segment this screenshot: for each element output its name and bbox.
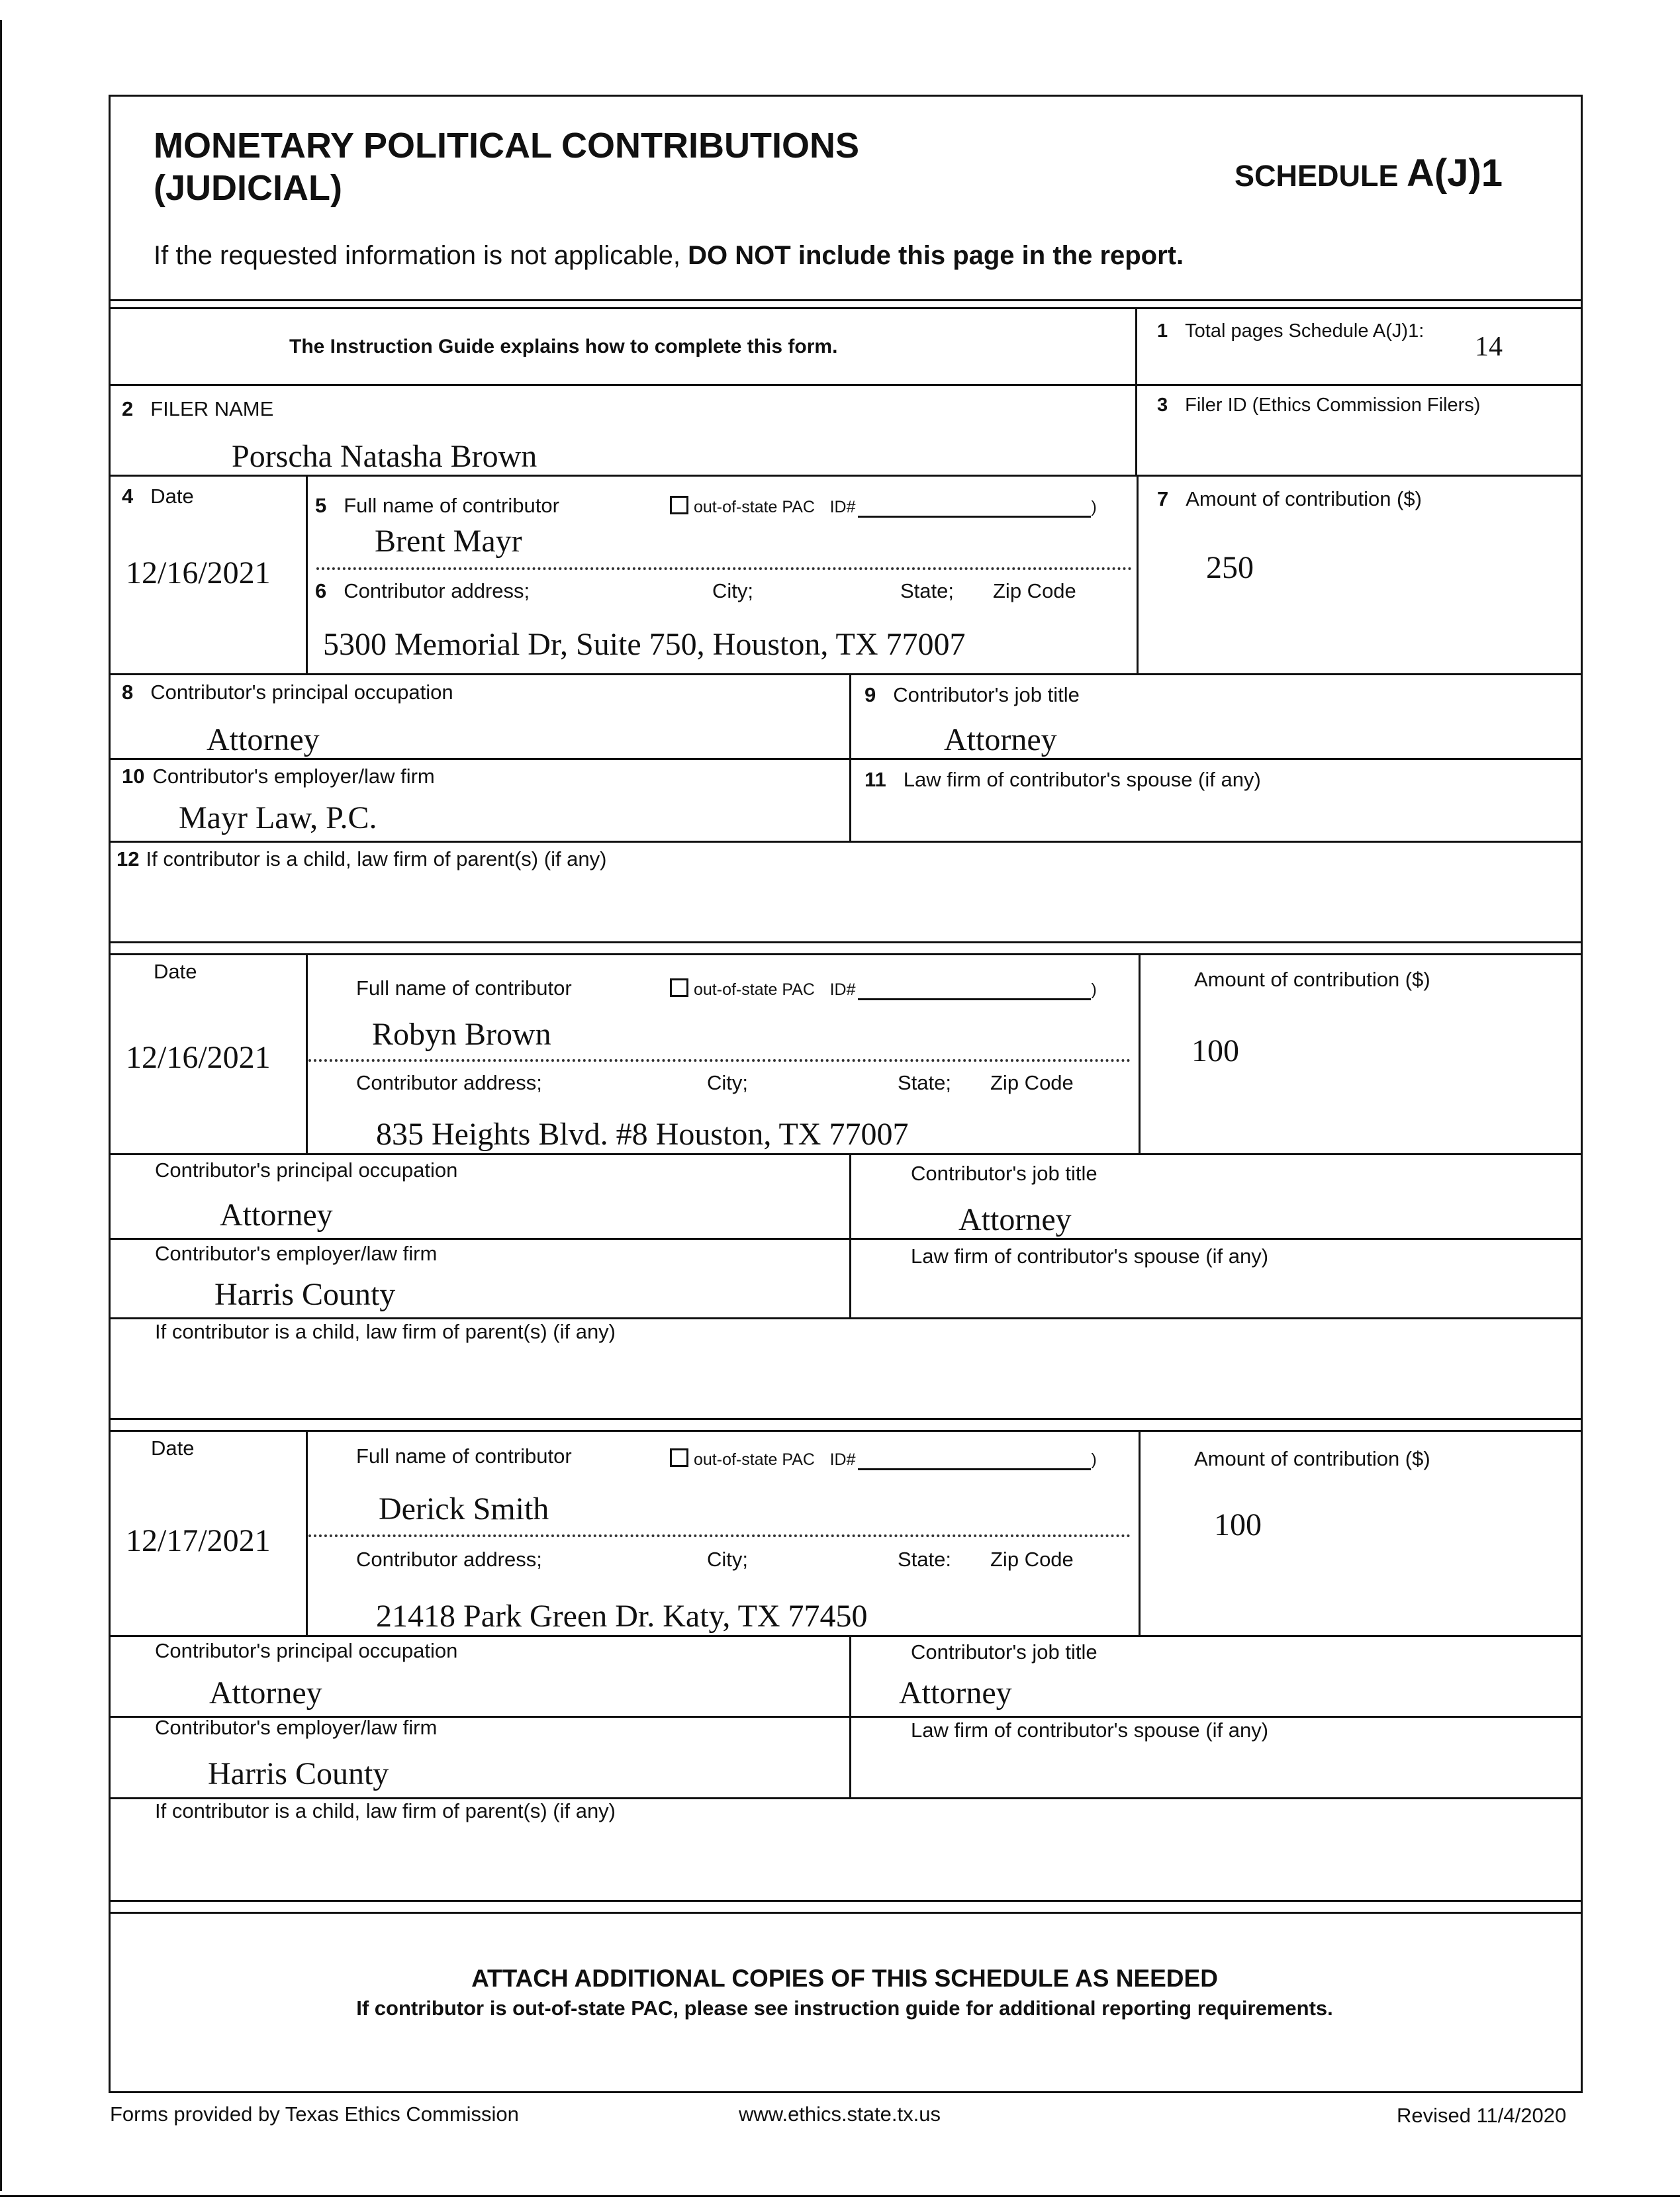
c1-pac-checkbox[interactable] [670, 496, 688, 514]
c3-state-label: State: [898, 1548, 951, 1571]
block-separator-2b [109, 1430, 1581, 1432]
c2-job-title: Attorney [958, 1202, 1072, 1237]
c2-date-label: Date [154, 960, 197, 983]
c2-name: Robyn Brown [372, 1017, 551, 1052]
c1-h2 [109, 758, 1581, 760]
form-title-line1: MONETARY POLITICAL CONTRIBUTIONS [154, 126, 859, 165]
pac-notice: If contributor is out-of-state PAC, please see instruction guide for additional reporting requirements. [356, 1997, 1333, 2020]
filer-id-label: 3 Filer ID (Ethics Commission Filers) [1157, 395, 1481, 416]
c2-name-label: Full name of contributor [356, 976, 572, 1000]
c3-address-label: Contributor address; [356, 1548, 542, 1571]
c1-zip-label: Zip Code [993, 579, 1076, 602]
c3-occupation: Attorney [209, 1675, 322, 1711]
page-bottom-border [0, 2195, 1680, 2197]
c1-employer: Mayr Law, P.C. [179, 800, 377, 835]
c2-spouse-label: Law firm of contributor's spouse (if any) [911, 1245, 1269, 1268]
c1-pac: out-of-state PAC ID# ) [670, 494, 1097, 518]
header-divider [109, 299, 1581, 301]
schedule-word: SCHEDULE [1235, 159, 1399, 193]
bottom-separator-b [109, 1912, 1581, 1914]
info-divider-v [1135, 307, 1137, 475]
form-title [154, 124, 859, 209]
c1-city-label: City; [712, 579, 753, 602]
instruction-text: The Instruction Guide explains how to complete this form. [289, 336, 838, 357]
c1-name: Brent Mayr [375, 524, 522, 559]
c1-address: 5300 Memorial Dr, Suite 750, Houston, TX 77007 [323, 627, 966, 662]
c3-employer: Harris County [208, 1756, 389, 1791]
c3-zip-label: Zip Code [990, 1548, 1074, 1571]
c3-date-label: Date [151, 1436, 195, 1460]
schedule-code: A(J)1 [1406, 152, 1503, 195]
c1-child-label: 12 If contributor is a child, law firm of parent(s) (if any) [117, 847, 607, 870]
total-pages-value: 14 [1475, 332, 1503, 362]
info-divider-h [109, 384, 1581, 386]
c1-address-label: 6 Contributor address; [315, 579, 530, 602]
c1-name-label: 5 Full name of contributor [315, 494, 559, 517]
c3-v2 [1139, 1430, 1141, 1635]
c3-amount: 100 [1214, 1507, 1262, 1542]
c3-employer-label: Contributor's employer/law firm [155, 1716, 438, 1739]
c2-employer: Harris County [214, 1277, 396, 1312]
c3-name: Derick Smith [379, 1491, 549, 1527]
c2-employer-label: Contributor's employer/law firm [155, 1242, 438, 1265]
c2-h3 [109, 1317, 1581, 1319]
filer-name-value: Porscha Natasha Brown [232, 439, 537, 474]
c1-job-title-label: 9 Contributor's job title [864, 683, 1080, 706]
total-pages-label: 1 Total pages Schedule A(J)1: [1157, 320, 1424, 342]
c2-v2 [1139, 953, 1141, 1153]
c1-name-dots [316, 567, 1132, 570]
c3-child-label: If contributor is a child, law firm of parent(s) (if any) [155, 1799, 616, 1822]
c1-v3 [849, 673, 851, 841]
note-prefix: If the requested information is not applicable, [154, 241, 681, 270]
c3-spouse-label: Law firm of contributor's spouse (if any) [911, 1718, 1269, 1742]
c2-v1 [306, 953, 308, 1153]
c2-city-label: City; [707, 1071, 748, 1094]
c1-occupation: Attorney [207, 722, 320, 757]
page-left-border [0, 20, 2, 2191]
c2-address: 835 Heights Blvd. #8 Houston, TX 77007 [376, 1117, 909, 1152]
c1-date-label: 4 Date [122, 485, 194, 508]
c2-occupation-label: Contributor's principal occupation [155, 1158, 458, 1182]
c2-address-label: Contributor address; [356, 1071, 542, 1094]
c1-occupation-label: 8 Contributor's principal occupation [122, 681, 453, 704]
c3-date: 12/17/2021 [126, 1523, 271, 1558]
c1-amount-label: 7 Amount of contribution ($) [1157, 487, 1422, 510]
footer-revised: Revised 11/4/2020 [1397, 2104, 1567, 2127]
c1-v2 [1137, 475, 1139, 673]
c2-state-label: State; [898, 1071, 951, 1094]
schedule-label [1235, 151, 1503, 195]
c2-pac: out-of-state PAC ID# ) [670, 976, 1097, 1000]
attach-notice: ATTACH ADDITIONAL COPIES OF THIS SCHEDULE AS NEEDED [471, 1965, 1218, 1992]
c2-name-dots [308, 1059, 1131, 1062]
block-separator-1 [109, 941, 1581, 943]
not-applicable-note [154, 241, 1184, 271]
c2-v3 [849, 1153, 851, 1317]
c3-name-label: Full name of contributor [356, 1444, 572, 1468]
c1-employer-label: 10 Contributor's employer/law firm [122, 765, 435, 788]
c2-pac-checkbox[interactable] [670, 978, 688, 997]
c2-child-label: If contributor is a child, law firm of parent(s) (if any) [155, 1320, 616, 1343]
c2-job-title-label: Contributor's job title [911, 1162, 1097, 1185]
c3-job-title-label: Contributor's job title [911, 1640, 1097, 1664]
c3-job-title: Attorney [899, 1675, 1012, 1711]
block-separator-1b [109, 953, 1581, 955]
c1-job-title: Attorney [944, 722, 1057, 757]
c3-name-dots [308, 1534, 1131, 1537]
c1-h1 [109, 673, 1581, 675]
c3-city-label: City; [707, 1548, 748, 1571]
c3-occupation-label: Contributor's principal occupation [155, 1639, 458, 1662]
footer-provider: Forms provided by Texas Ethics Commission [110, 2102, 519, 2126]
c3-h1 [109, 1635, 1581, 1637]
c2-occupation: Attorney [220, 1198, 333, 1233]
c3-pac: out-of-state PAC ID# ) [670, 1446, 1097, 1470]
form-title-line2: (JUDICIAL) [154, 168, 342, 208]
c2-h2 [109, 1238, 1581, 1240]
c1-h3 [109, 841, 1581, 843]
c1-spouse-label: 11 Law firm of contributor's spouse (if any) [864, 768, 1261, 791]
c3-amount-label: Amount of contribution ($) [1194, 1447, 1430, 1470]
c2-amount: 100 [1191, 1033, 1239, 1068]
c3-v1 [306, 1430, 308, 1635]
c2-zip-label: Zip Code [990, 1071, 1074, 1094]
c2-amount-label: Amount of contribution ($) [1194, 968, 1430, 991]
info-divider-h2 [109, 475, 1581, 477]
c1-date: 12/16/2021 [126, 555, 271, 590]
filer-name-label: 2 FILER NAME [122, 397, 274, 420]
note-bold: DO NOT include this page in the report. [688, 241, 1184, 270]
c2-h1 [109, 1153, 1581, 1155]
bottom-separator [109, 1900, 1581, 1902]
c1-amount: 250 [1206, 550, 1254, 585]
header-divider-2 [109, 307, 1581, 309]
c3-pac-checkbox[interactable] [670, 1448, 688, 1467]
c2-date: 12/16/2021 [126, 1040, 271, 1075]
block-separator-2 [109, 1418, 1581, 1420]
c3-address: 21418 Park Green Dr. Katy, TX 77450 [376, 1599, 868, 1634]
c1-state-label: State; [900, 579, 954, 602]
c1-v1 [306, 475, 308, 673]
footer-website[interactable]: www.ethics.state.tx.us [739, 2102, 941, 2126]
